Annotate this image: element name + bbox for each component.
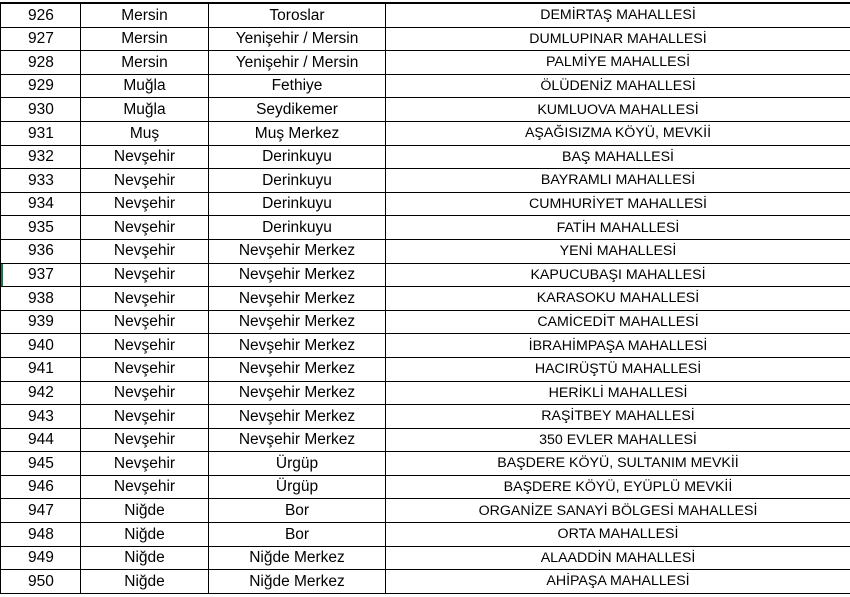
- district-cell[interactable]: Fethiye: [209, 74, 386, 98]
- area-name-cell[interactable]: BAŞ MAHALLESİ: [386, 145, 850, 169]
- row-number-cell[interactable]: 946: [1, 475, 81, 499]
- row-number-cell[interactable]: 945: [1, 452, 81, 476]
- area-name-cell[interactable]: 350 EVLER MAHALLESİ: [386, 428, 850, 452]
- province-cell[interactable]: Nevşehir: [81, 334, 209, 358]
- table-row: [1, 216, 850, 240]
- province-cell[interactable]: Nevşehir: [81, 192, 209, 216]
- province-cell[interactable]: Nevşehir: [81, 169, 209, 193]
- district-cell[interactable]: Derinkuyu: [209, 145, 386, 169]
- row-number-cell[interactable]: 935: [1, 216, 81, 240]
- district-cell[interactable]: Nevşehir Merkez: [209, 405, 386, 429]
- province-cell[interactable]: Nevşehir: [81, 405, 209, 429]
- province-cell[interactable]: Nevşehir: [81, 452, 209, 476]
- province-cell[interactable]: Muğla: [81, 98, 209, 122]
- area-name-cell[interactable]: KARASOKU MAHALLESİ: [386, 287, 850, 311]
- row-number-cell[interactable]: 930: [1, 98, 81, 122]
- district-cell[interactable]: Nevşehir Merkez: [209, 428, 386, 452]
- province-cell[interactable]: Niğde: [81, 570, 209, 594]
- district-cell[interactable]: Nevşehir Merkez: [209, 263, 386, 287]
- data-table: [0, 3, 850, 594]
- area-name-cell[interactable]: DUMLUPINAR MAHALLESİ: [386, 27, 850, 51]
- table-row: [1, 452, 850, 476]
- row-number-cell[interactable]: 936: [1, 239, 81, 263]
- district-cell[interactable]: Yenişehir / Mersin: [209, 27, 386, 51]
- table-row: [1, 287, 850, 311]
- province-cell[interactable]: Muş: [81, 121, 209, 145]
- province-cell[interactable]: Nevşehir: [81, 145, 209, 169]
- row-number-cell[interactable]: 940: [1, 334, 81, 358]
- district-cell[interactable]: Yenişehir / Mersin: [209, 51, 386, 75]
- district-cell[interactable]: Bor: [209, 523, 386, 547]
- province-cell[interactable]: Mersin: [81, 27, 209, 51]
- row-number-cell[interactable]: 943: [1, 405, 81, 429]
- row-number-cell[interactable]: 942: [1, 381, 81, 405]
- area-name-cell[interactable]: HACIRÜŞTÜ MAHALLESİ: [386, 357, 850, 381]
- row-number-cell[interactable]: 948: [1, 523, 81, 547]
- district-cell[interactable]: Nevşehir Merkez: [209, 239, 386, 263]
- province-cell[interactable]: Nevşehir: [81, 475, 209, 499]
- area-name-cell[interactable]: CAMİCEDİT MAHALLESİ: [386, 310, 850, 334]
- row-number-cell[interactable]: 947: [1, 499, 81, 523]
- table-row: [1, 239, 850, 263]
- province-cell[interactable]: Niğde: [81, 499, 209, 523]
- province-cell[interactable]: Nevşehir: [81, 216, 209, 240]
- province-cell[interactable]: Nevşehir: [81, 263, 209, 287]
- area-name-cell[interactable]: BAŞDERE KÖYÜ, SULTANIM MEVKİİ: [386, 452, 850, 476]
- area-name-cell[interactable]: AŞAĞISIZMA KÖYÜ, MEVKİİ: [386, 121, 850, 145]
- table-row: [1, 310, 850, 334]
- province-cell[interactable]: Niğde: [81, 523, 209, 547]
- row-number-cell[interactable]: 928: [1, 51, 81, 75]
- table-row: [1, 4, 850, 28]
- row-number-cell[interactable]: 932: [1, 145, 81, 169]
- area-name-cell[interactable]: DEMİRTAŞ MAHALLESİ: [386, 4, 850, 28]
- row-number-cell[interactable]: 949: [1, 546, 81, 570]
- table-row: [1, 381, 850, 405]
- area-name-cell[interactable]: BAŞDERE KÖYÜ, EYÜPLÜ MEVKİİ: [386, 475, 850, 499]
- row-number-cell[interactable]: 941: [1, 357, 81, 381]
- row-number-cell[interactable]: 931: [1, 121, 81, 145]
- table-row: [1, 192, 850, 216]
- table-row: [1, 51, 850, 75]
- district-cell[interactable]: Muş Merkez: [209, 121, 386, 145]
- district-cell[interactable]: Ürgüp: [209, 475, 386, 499]
- district-cell[interactable]: Derinkuyu: [209, 216, 386, 240]
- area-name-cell[interactable]: YENİ MAHALLESİ: [386, 239, 850, 263]
- area-name-cell[interactable]: FATİH MAHALLESİ: [386, 216, 850, 240]
- province-cell[interactable]: Nevşehir: [81, 428, 209, 452]
- province-cell[interactable]: Mersin: [81, 51, 209, 75]
- table-row: [1, 74, 850, 98]
- table-row: [1, 145, 850, 169]
- province-cell[interactable]: Nevşehir: [81, 239, 209, 263]
- province-cell[interactable]: Niğde: [81, 546, 209, 570]
- row-number-cell[interactable]: 927: [1, 27, 81, 51]
- district-cell[interactable]: Derinkuyu: [209, 192, 386, 216]
- area-name-cell[interactable]: CUMHURİYET MAHALLESİ: [386, 192, 850, 216]
- table-row: [1, 570, 850, 594]
- row-number-cell[interactable]: 944: [1, 428, 81, 452]
- table-row: [1, 546, 850, 570]
- area-name-cell[interactable]: AHİPAŞA MAHALLESİ: [386, 570, 850, 594]
- district-cell[interactable]: Nevşehir Merkez: [209, 310, 386, 334]
- table-row: [1, 334, 850, 358]
- area-name-cell[interactable]: ALAADDİN MAHALLESİ: [386, 546, 850, 570]
- row-number-cell[interactable]: 950: [1, 570, 81, 594]
- district-cell[interactable]: Nevşehir Merkez: [209, 381, 386, 405]
- row-number-cell[interactable]: 929: [1, 74, 81, 98]
- table-row: [1, 169, 850, 193]
- table-row: [1, 428, 850, 452]
- area-name-cell[interactable]: ÖLÜDENİZ MAHALLESİ: [386, 74, 850, 98]
- district-cell[interactable]: Nevşehir Merkez: [209, 357, 386, 381]
- table-row: [1, 27, 850, 51]
- table-row: [1, 263, 850, 287]
- district-cell[interactable]: Toroslar: [209, 4, 386, 28]
- province-cell[interactable]: Muğla: [81, 74, 209, 98]
- table-row: [1, 405, 850, 429]
- district-cell[interactable]: Ürgüp: [209, 452, 386, 476]
- province-cell[interactable]: Nevşehir: [81, 381, 209, 405]
- row-number-cell[interactable]: 926: [1, 4, 81, 28]
- province-cell[interactable]: Mersin: [81, 4, 209, 28]
- district-cell[interactable]: Niğde Merkez: [209, 570, 386, 594]
- province-cell[interactable]: Nevşehir: [81, 357, 209, 381]
- district-cell[interactable]: Derinkuyu: [209, 169, 386, 193]
- area-name-cell[interactable]: KAPUCUBAŞI MAHALLESİ: [386, 263, 850, 287]
- province-cell[interactable]: Nevşehir: [81, 310, 209, 334]
- table-body: [1, 4, 850, 594]
- district-cell[interactable]: Nevşehir Merkez: [209, 287, 386, 311]
- row-number-cell[interactable]: 938: [1, 287, 81, 311]
- row-number-cell[interactable]: 939: [1, 310, 81, 334]
- area-name-cell[interactable]: ORGANİZE SANAYİ BÖLGESİ MAHALLESİ: [386, 499, 850, 523]
- area-name-cell[interactable]: KUMLUOVA MAHALLESİ: [386, 98, 850, 122]
- area-name-cell[interactable]: İBRAHİMPAŞA MAHALLESİ: [386, 334, 850, 358]
- district-cell[interactable]: Bor: [209, 499, 386, 523]
- row-number-cell[interactable]: 934: [1, 192, 81, 216]
- table-row: [1, 475, 850, 499]
- area-name-cell[interactable]: RAŞİTBEY MAHALLESİ: [386, 405, 850, 429]
- table-row: [1, 357, 850, 381]
- area-name-cell[interactable]: BAYRAMLI MAHALLESİ: [386, 169, 850, 193]
- table-row: [1, 499, 850, 523]
- table-row: [1, 98, 850, 122]
- area-name-cell[interactable]: ORTA MAHALLESİ: [386, 523, 850, 547]
- district-cell[interactable]: Nevşehir Merkez: [209, 334, 386, 358]
- row-number-cell[interactable]: 937: [1, 263, 81, 287]
- area-name-cell[interactable]: PALMİYE MAHALLESİ: [386, 51, 850, 75]
- province-cell[interactable]: Nevşehir: [81, 287, 209, 311]
- area-name-cell[interactable]: HERİKLİ MAHALLESİ: [386, 381, 850, 405]
- district-cell[interactable]: Seydikemer: [209, 98, 386, 122]
- row-number-cell[interactable]: 933: [1, 169, 81, 193]
- district-cell[interactable]: Niğde Merkez: [209, 546, 386, 570]
- table-row: [1, 121, 850, 145]
- table-row: [1, 523, 850, 547]
